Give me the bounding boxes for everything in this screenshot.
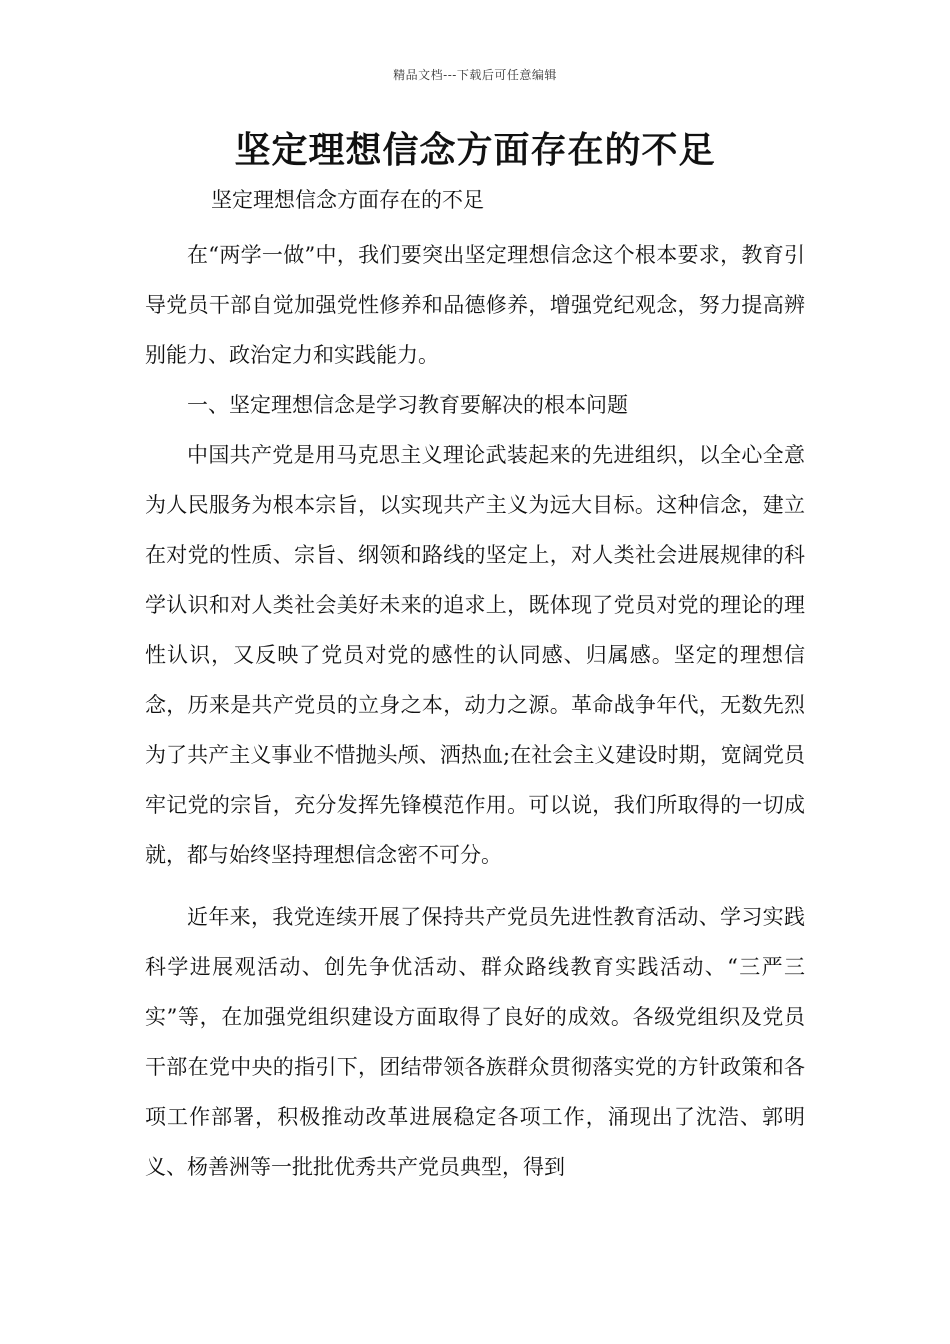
paragraph-recent-years: 近年来，我党连续开展了保持共产党员先进性教育活动、学习实践科学进展观活动、创先争优活动、群众路线教育实践活动、“三严三实”等，在加强党组织建设方面取得了良好的成效。各级党组织及党员干部在党中央的指引下，团结带领各族群众贯彻落实党的方针政策和各项工作部署，积极推动改革进展稳定各项工作，涌现出了沈浩、郭明义、杨善洲等一批批优秀共产党员典型，得到 — [145, 905, 805, 1179]
document-subtitle: 坚定理想信念方面存在的不足 — [211, 188, 484, 212]
document-title: 坚定理想信念方面存在的不足 — [234, 130, 716, 171]
paragraph-party-belief: 中国共产党是用马克思主义理论武装起来的先进组织，以全心全意为人民服务为根本宗旨，以实现共产主义为远大目标。这种信念，建立在对党的性质、宗旨、纲领和路线的坚定上，对人类社会进展规律的科学认识和对人类社会美好未来的追求上，既体现了党员对党的理论的理性认识，又反映了党员对党的感性的认同感、归属感。坚定的理想信念，历来是共产党员的立身之本，动力之源。革命战争年代，无数先烈为了共产主义事业不惜抛头颅、洒热血;在社会主义建设时期，宽阔党员牢记党的宗旨，充分发挥先锋模范作用。可以说，我们所取得的一切成就，都与始终坚持理想信念密不可分。 — [145, 443, 805, 867]
paragraph-intro: 在“两学一做”中，我们要突出坚定理想信念这个根本要求，教育引导党员干部自觉加强党性修养和品德修养，增强党纪观念，努力提高辨别能力、政治定力和实践能力。 — [145, 243, 805, 367]
document-body — [145, 230, 805, 1192]
section-heading-1: 一、坚定理想信念是学习教育要解决的根本问题 — [187, 393, 628, 417]
page-header: 精品文档---下载后可任意编辑 — [393, 68, 557, 82]
